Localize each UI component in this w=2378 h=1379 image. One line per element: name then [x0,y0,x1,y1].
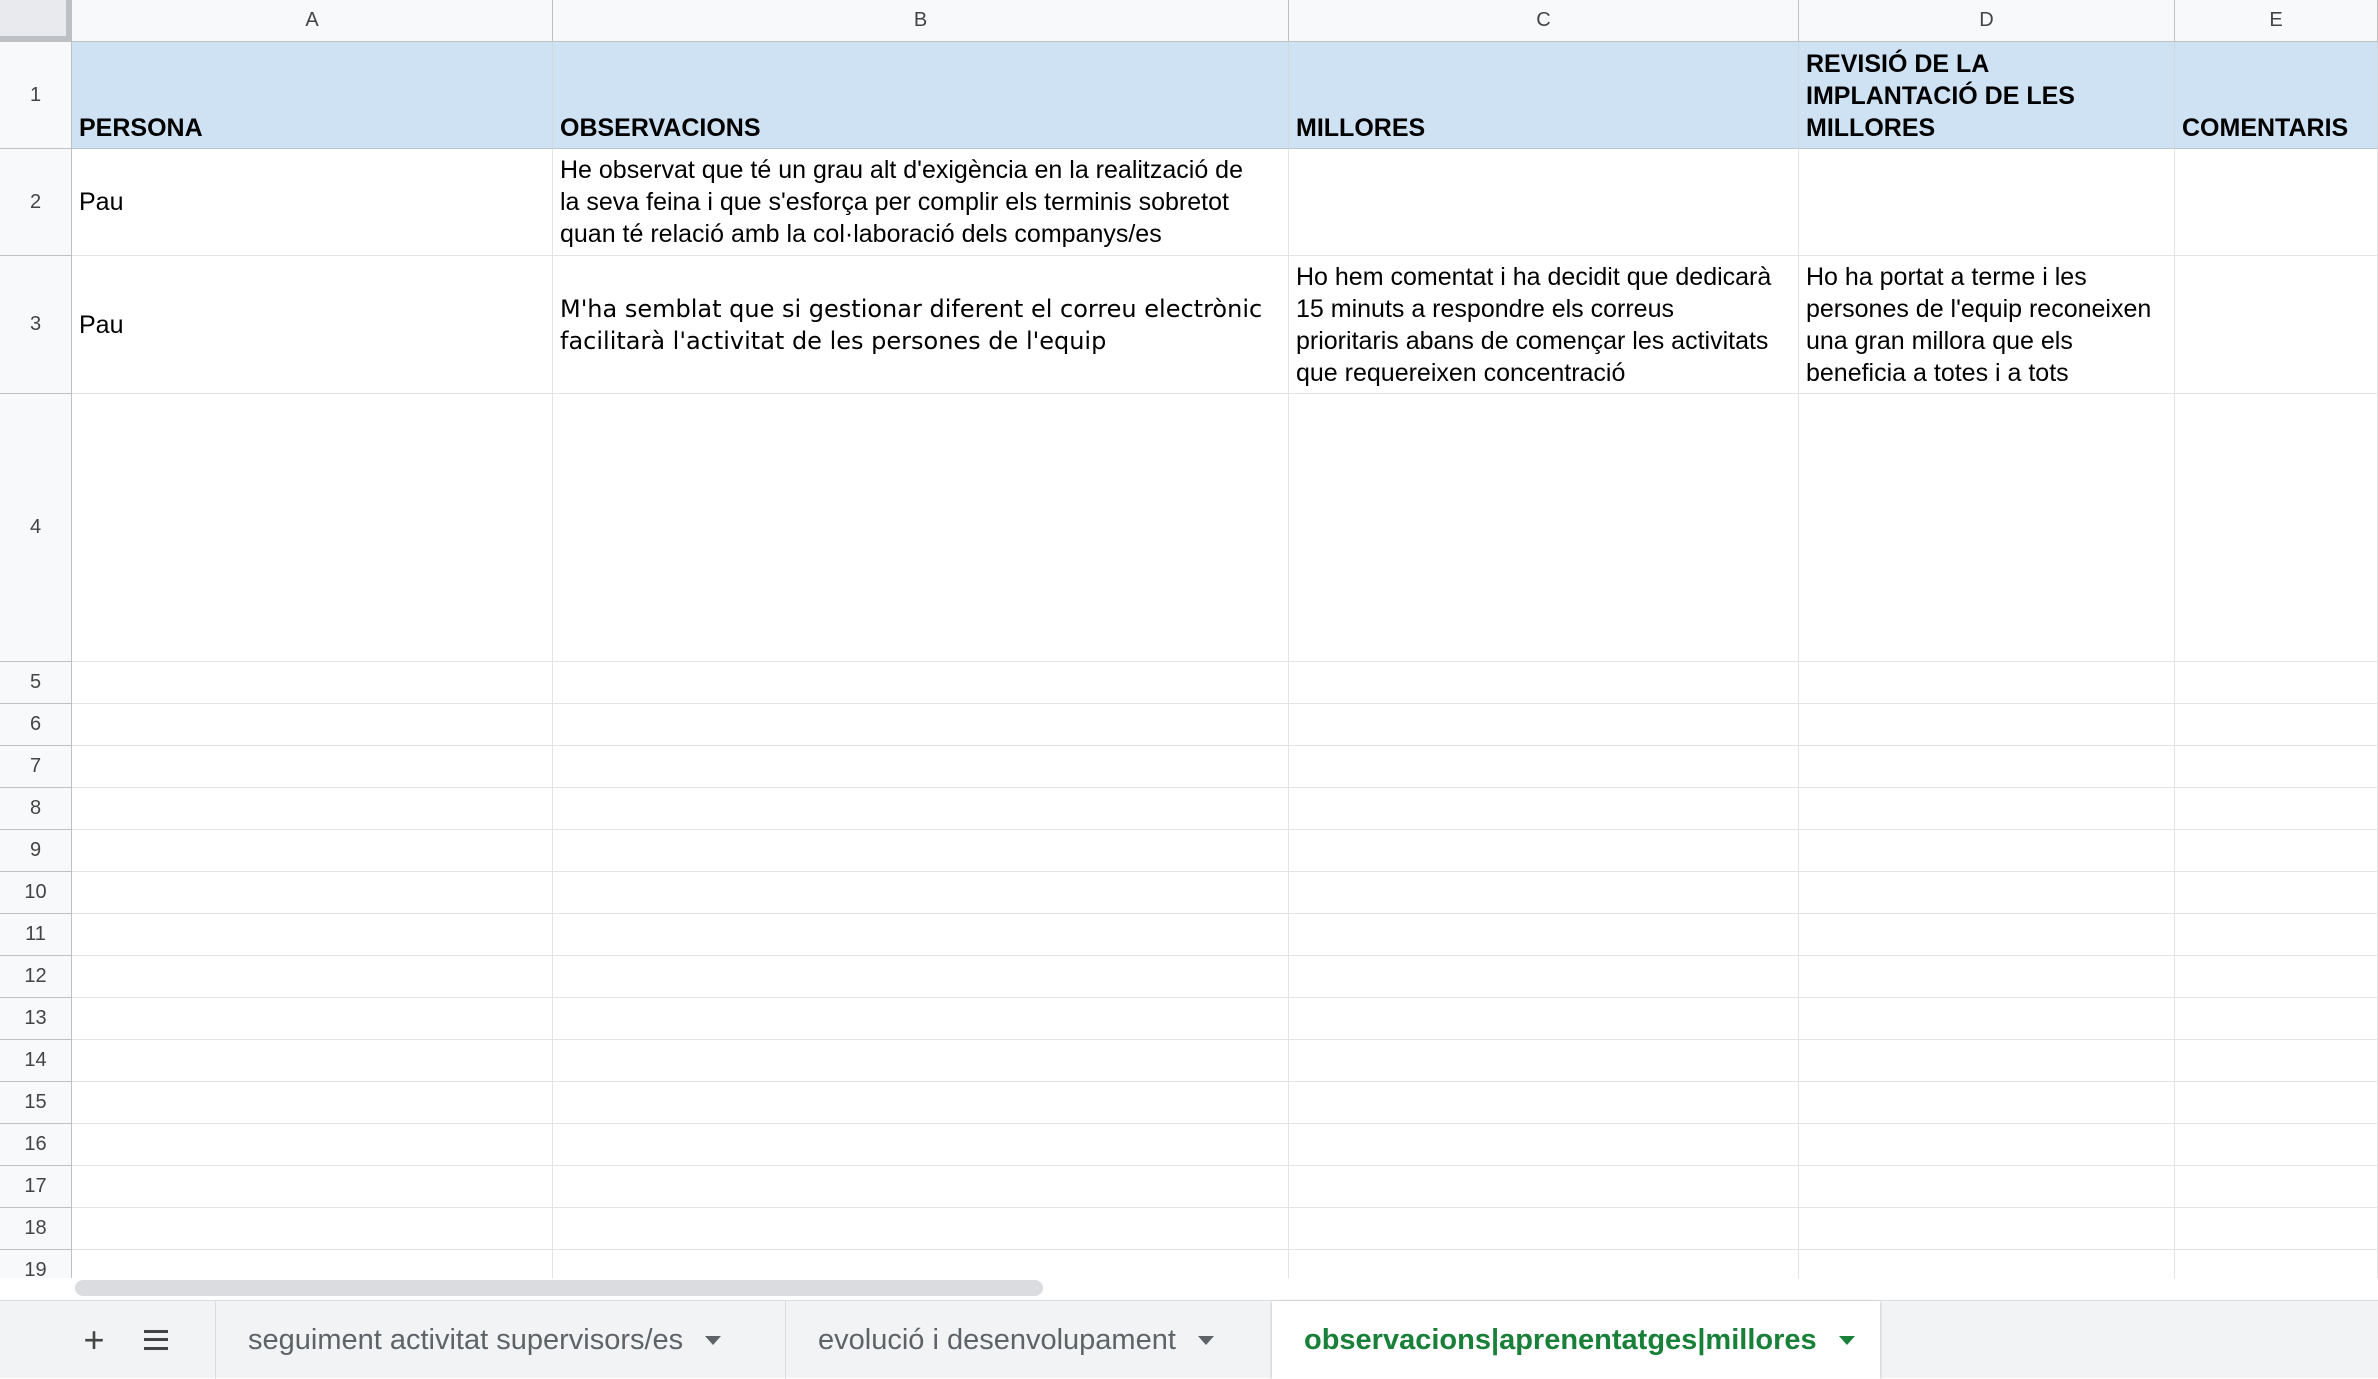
cell-a16[interactable] [72,1124,553,1166]
select-all-corner[interactable] [0,0,72,42]
tab-seguiment-activitat[interactable] [215,1301,785,1379]
observacio-line: la seva feina i que s'esforça per complir els terminis sobretot [560,188,1229,216]
cell-d4[interactable] [1799,394,2175,662]
row-header-16[interactable]: 16 [0,1124,72,1166]
plus-icon: + [83,1319,105,1360]
cell-e2[interactable] [2175,149,2378,256]
tab-observacions-aprenentatges-millores[interactable] [1272,1301,1880,1379]
chevron-down-icon[interactable] [1839,1336,1855,1345]
millora-line: prioritaris abans de començar les activitats [1296,326,1769,355]
cell-a9[interactable] [72,830,553,872]
cell-c19[interactable] [1289,1250,1799,1278]
persona-value: Pau [79,310,124,339]
cell-c5[interactable] [1289,662,1799,704]
header-revisio-line: REVISIÓ DE LA [1806,50,1990,78]
cell-c11[interactable] [1289,914,1799,956]
cell-b1[interactable] [553,42,1289,149]
cell-d8[interactable] [1799,788,2175,830]
cell-d10[interactable] [1799,872,2175,914]
column-header-d[interactable]: D [1799,0,2175,42]
row-header-12[interactable]: 12 [0,956,72,998]
row-header-4[interactable]: 4 [0,394,72,662]
column-header-b[interactable]: B [553,0,1289,42]
cell-e15[interactable] [2175,1082,2378,1124]
cell-c18[interactable] [1289,1208,1799,1250]
cell-d5[interactable] [1799,662,2175,704]
millora-line: que requereixen concentració [1296,358,1626,387]
cell-e13[interactable] [2175,998,2378,1040]
header-observacions: OBSERVACIONS [560,114,761,142]
revisio-line: persones de l'equip reconeixen [1806,294,2152,323]
cell-a8[interactable] [72,788,553,830]
cell-e8[interactable] [2175,788,2378,830]
cell-c15[interactable] [1289,1082,1799,1124]
cell-a11[interactable] [72,914,553,956]
cell-b14[interactable] [553,1040,1289,1082]
cell-a2[interactable] [72,149,553,256]
cell-d6[interactable] [1799,704,2175,746]
row-header-2[interactable]: 2 [0,149,72,256]
row-header-14[interactable]: 14 [0,1040,72,1082]
cell-d15[interactable] [1799,1082,2175,1124]
revisio-line: Ho ha portat a terme i les [1806,262,2087,291]
cell-c10[interactable] [1289,872,1799,914]
cell-c3[interactable] [1289,256,1799,394]
row-header-15[interactable]: 15 [0,1082,72,1124]
cell-a13[interactable] [72,998,553,1040]
header-revisio-line: IMPLANTACIÓ DE LES [1806,82,2075,110]
cell-e19[interactable] [2175,1250,2378,1278]
row-header-3[interactable]: 3 [0,256,72,394]
cell-b9[interactable] [553,830,1289,872]
tab-evolucio-desenvolupament[interactable] [785,1301,1271,1379]
cell-a19[interactable] [72,1250,553,1278]
row-header-13[interactable]: 13 [0,998,72,1040]
cell-d13[interactable] [1799,998,2175,1040]
observacio-line: He observat que té un grau alt d'exigència en la realització de [560,156,1243,184]
horizontal-scrollbar[interactable] [75,1280,1043,1296]
cell-b3[interactable] [553,256,1289,394]
cell-e14[interactable] [2175,1040,2378,1082]
header-persona: PERSONA [79,114,203,142]
cell-c7[interactable] [1289,746,1799,788]
observacio-line: quan té relació amb la col·laboració dels companys/es [560,220,1162,248]
cell-a7[interactable] [72,746,553,788]
tab-label: evolució i desenvolupament [818,1323,1176,1356]
cell-b13[interactable] [553,998,1289,1040]
column-header-e[interactable]: E [2175,0,2378,42]
cell-e12[interactable] [2175,956,2378,998]
cell-a10[interactable] [72,872,553,914]
cell-c8[interactable] [1289,788,1799,830]
cell-c2[interactable] [1289,149,1799,256]
row-header-8[interactable]: 8 [0,788,72,830]
cell-b2[interactable] [553,149,1289,256]
cell-c17[interactable] [1289,1166,1799,1208]
cell-a5[interactable] [72,662,553,704]
revisio-line: beneficia a totes i a tots [1806,358,2069,387]
header-millores: MILLORES [1296,114,1426,142]
cell-a17[interactable] [72,1166,553,1208]
all-sheets-button[interactable] [130,1301,182,1379]
cell-c4[interactable] [1289,394,1799,662]
sheet-tab-bar [0,1300,2378,1378]
millora-line: Ho hem comentat i ha decidit que dedicarà [1296,262,1772,291]
millora-line: 15 minuts a respondre els correus [1296,294,1674,323]
cell-e11[interactable] [2175,914,2378,956]
cell-c9[interactable] [1289,830,1799,872]
row-header-18[interactable]: 18 [0,1208,72,1250]
cell-c1[interactable] [1289,42,1799,149]
row-header-5[interactable]: 5 [0,662,72,704]
cell-e17[interactable] [2175,1166,2378,1208]
cell-b15[interactable] [553,1082,1289,1124]
row-header-17[interactable]: 17 [0,1166,72,1208]
cell-e9[interactable] [2175,830,2378,872]
cell-b18[interactable] [553,1208,1289,1250]
cell-d18[interactable] [1799,1208,2175,1250]
cell-e3[interactable] [2175,256,2378,394]
row-header-9[interactable]: 9 [0,830,72,872]
cell-d11[interactable] [1799,914,2175,956]
cell-c13[interactable] [1289,998,1799,1040]
cell-d3[interactable] [1799,256,2175,394]
cell-d7[interactable] [1799,746,2175,788]
cell-b12[interactable] [553,956,1289,998]
revisio-line: una gran millora que els [1806,326,2073,355]
cell-c14[interactable] [1289,1040,1799,1082]
cell-b11[interactable] [553,914,1289,956]
cell-a14[interactable] [72,1040,553,1082]
cell-a15[interactable] [72,1082,553,1124]
column-header-a[interactable]: A [72,0,553,42]
cell-a12[interactable] [72,956,553,998]
cell-a3[interactable] [72,256,553,394]
row-header-19[interactable]: 19 [0,1250,72,1278]
select-all-marker [0,0,71,41]
cell-e10[interactable] [2175,872,2378,914]
cell-d16[interactable] [1799,1124,2175,1166]
cell-b4[interactable] [553,394,1289,662]
cell-a18[interactable] [72,1208,553,1250]
header-revisio-line: MILLORES [1806,114,1936,142]
cell-d14[interactable] [1799,1040,2175,1082]
cell-b5[interactable] [553,662,1289,704]
list-icon [144,1330,168,1350]
row-header-10[interactable]: 10 [0,872,72,914]
cell-d17[interactable] [1799,1166,2175,1208]
header-comentaris: COMENTARIS [2182,114,2349,142]
cell-e4[interactable] [2175,394,2378,662]
chevron-down-icon[interactable] [705,1336,721,1345]
cell-b6[interactable] [553,704,1289,746]
cell-d1[interactable] [1799,42,2175,149]
cell-e5[interactable] [2175,662,2378,704]
cell-b8[interactable] [553,788,1289,830]
row-header-7[interactable]: 7 [0,746,72,788]
cell-b16[interactable] [553,1124,1289,1166]
cell-e6[interactable] [2175,704,2378,746]
cell-e7[interactable] [2175,746,2378,788]
cell-a1[interactable] [72,42,553,149]
chevron-down-icon[interactable] [1198,1336,1214,1345]
cell-c6[interactable] [1289,704,1799,746]
cell-d9[interactable] [1799,830,2175,872]
tab-label: observacions|aprenentatges|millores [1304,1323,1817,1356]
cell-e16[interactable] [2175,1124,2378,1166]
cell-b7[interactable] [553,746,1289,788]
row-header-1[interactable]: 1 [0,42,72,149]
row-header-6[interactable]: 6 [0,704,72,746]
cell-a6[interactable] [72,704,553,746]
add-sheet-button[interactable] [68,1301,120,1379]
cell-a4[interactable] [72,394,553,662]
tab-label: seguiment activitat supervisors/es [248,1323,684,1356]
cell-c12[interactable] [1289,956,1799,998]
cell-b10[interactable] [553,872,1289,914]
cell-c16[interactable] [1289,1124,1799,1166]
cell-d19[interactable] [1799,1250,2175,1278]
cell-e1[interactable] [2175,42,2378,149]
cell-b17[interactable] [553,1166,1289,1208]
persona-value: Pau [79,188,124,216]
cell-b19[interactable] [553,1250,1289,1278]
cell-e18[interactable] [2175,1208,2378,1250]
column-header-c[interactable]: C [1289,0,1799,42]
row-header-11[interactable]: 11 [0,914,72,956]
cell-d2[interactable] [1799,149,2175,256]
observacio-line: M'ha semblat que si gestionar diferent el correu electrònic [560,294,1263,323]
observacio-line: facilitarà l'activitat de les persones de l'equip [560,326,1107,355]
cell-d12[interactable] [1799,956,2175,998]
